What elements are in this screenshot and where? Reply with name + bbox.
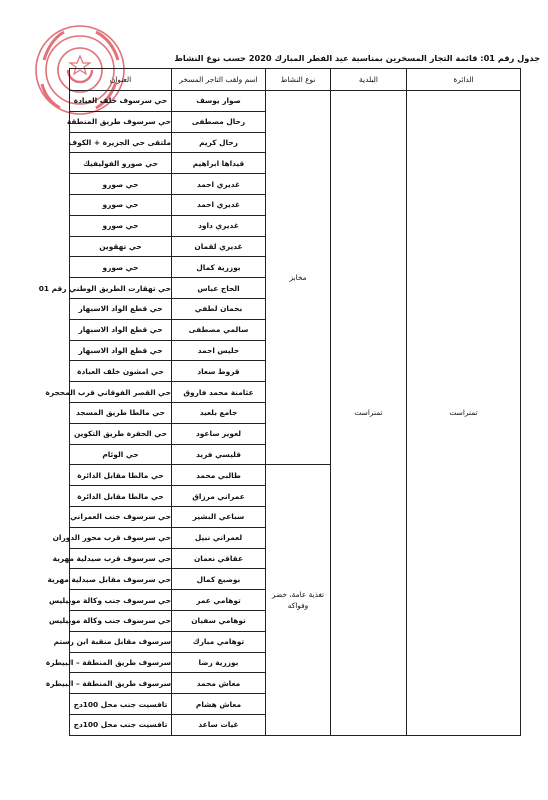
- merchant-address-cell: ملتقى حي الجزيرة + الكوف: [70, 132, 172, 153]
- merchant-name-cell: غيات ساعد: [172, 714, 266, 735]
- activity-cell: تغذية عامة، خضر وفواكه: [266, 465, 331, 735]
- daira-cell: تمنراست: [407, 91, 521, 736]
- merchant-name-cell: معاش هشام: [172, 694, 266, 715]
- merchant-name-cell: رحال مصطفى: [172, 111, 266, 132]
- merchant-address-cell: تافسيت جنب محل 100دج: [70, 694, 172, 715]
- merchant-name-cell: طالبي محمد: [172, 465, 266, 486]
- merchant-address-cell: حي تهقوين: [70, 236, 172, 257]
- merchant-name-cell: غديري احمد: [172, 174, 266, 195]
- merchant-address-cell: حي صورو: [70, 257, 172, 278]
- merchant-address-cell: حي سرسوف مقابل صيدلية مهرية: [70, 569, 172, 590]
- merchant-name-cell: عقاقي نعمان: [172, 548, 266, 569]
- merchant-address-cell: حي سرسوف طريق المنطقة: [70, 111, 172, 132]
- merchant-address-cell: حي مالطا مقابل الدائرة: [70, 465, 172, 486]
- merchant-name-cell: قيداها ابراهيم: [172, 153, 266, 174]
- merchant-address-cell: حي القصر الفوقاني قرب المحجرة: [70, 382, 172, 403]
- merchant-name-cell: بوصبع كمال: [172, 569, 266, 590]
- merchant-name-cell: غديري لقمان: [172, 236, 266, 257]
- header-address: العنوان: [70, 69, 172, 91]
- baladiya-cell: تمنراست: [331, 91, 407, 736]
- merchant-name-cell: توهامي مبارك: [172, 631, 266, 652]
- merchant-address-cell: حي قطع الواد الاسبهار: [70, 298, 172, 319]
- merchant-name-cell: جامع بلعيد: [172, 402, 266, 423]
- merchant-address-cell: تافسيت جنب محل 100دج: [70, 714, 172, 735]
- header-daira: الدائرة: [407, 69, 521, 91]
- merchant-name-cell: غديري داود: [172, 215, 266, 236]
- merchant-address-cell: حي قطع الواد الاسبهار: [70, 319, 172, 340]
- merchant-name-cell: بوزرية كمال: [172, 257, 266, 278]
- header-name: اسم ولقب التاجر المسخر: [172, 69, 266, 91]
- merchant-address-cell: حي صورو الفوليفيك: [70, 153, 172, 174]
- merchant-name-cell: قروط سعاد: [172, 361, 266, 382]
- activity-cell: مخابز: [266, 91, 331, 465]
- table-header-row: [70, 69, 521, 91]
- table-body: [38, 91, 521, 736]
- merchant-address-cell: حي تهقارت الطريق الوطني رقم 01: [70, 278, 172, 299]
- merchant-address-cell: سرسوف طريق المنطقة – البيطرة: [70, 652, 172, 673]
- merchant-name-cell: غديري احمد: [172, 194, 266, 215]
- merchant-address-cell: حي الحفرة طريق التكوين: [70, 423, 172, 444]
- merchant-address-cell: حي امشون خلف العبادة: [70, 361, 172, 382]
- merchant-address-cell: حي الوئام: [70, 444, 172, 465]
- merchant-name-cell: عثامنة محمد فاروق: [172, 382, 266, 403]
- merchant-name-cell: لعوير ساعود: [172, 423, 266, 444]
- merchant-address-cell: حي صورو: [70, 174, 172, 195]
- merchant-address-cell: حي صورو: [70, 215, 172, 236]
- merchant-address-cell: حي سرسوف قرب صيدلية مهرية: [70, 548, 172, 569]
- table-row: [70, 91, 521, 112]
- merchant-address-cell: حي صورو: [70, 194, 172, 215]
- merchant-address-cell: حي قطع الواد الاسبهار: [70, 340, 172, 361]
- merchant-address-cell: سرسوف مقابل منقبة ابن رستم: [70, 631, 172, 652]
- merchant-name-cell: معاش محمد: [172, 673, 266, 694]
- merchant-name-cell: عمراني مرزاق: [172, 486, 266, 507]
- merchant-name-cell: توهامي عمر: [172, 590, 266, 611]
- merchant-name-cell: صوار يوسف: [172, 91, 266, 112]
- merchant-address-cell: حي مالطا مقابل الدائرة: [70, 486, 172, 507]
- merchant-address-cell: سرسوف طريق المنطقة – البيطرة: [70, 673, 172, 694]
- header-activity: نوع النشاط: [266, 69, 331, 91]
- merchant-name-cell: قليسي فريد: [172, 444, 266, 465]
- merchant-address-cell: حي سرسوف خلف العبادة: [70, 91, 172, 112]
- merchant-address-cell: حي سرسوف جنب العمراني: [70, 506, 172, 527]
- header-baladiya: البلدية: [331, 69, 407, 91]
- merchants-table: [38, 68, 521, 736]
- merchant-name-cell: سالمي مصطفى: [172, 319, 266, 340]
- merchant-name-cell: رحال كريم: [172, 132, 266, 153]
- merchant-name-cell: سباعي البشير: [172, 506, 266, 527]
- merchant-name-cell: الحاج عباس: [172, 278, 266, 299]
- merchant-name-cell: بوزرية رضا: [172, 652, 266, 673]
- merchant-name-cell: لعمراني نبيل: [172, 527, 266, 548]
- page-title: جدول رقم 01: قائمة التجار المسخرين بمناسبة عيد الفطر المبارك 2020 حسب نوع النشاط: [174, 53, 540, 63]
- merchant-name-cell: بحمان لطفي: [172, 298, 266, 319]
- merchant-name-cell: توهامي سفيان: [172, 610, 266, 631]
- merchant-address-cell: حي مالطا طريق المسجد: [70, 402, 172, 423]
- merchant-address-cell: حي سرسوف قرب محور الدوران: [70, 527, 172, 548]
- merchant-name-cell: حليس احمد: [172, 340, 266, 361]
- merchant-address-cell: حي سرسوف جنب وكالة موبيليس: [70, 590, 172, 611]
- merchant-address-cell: حي سرسوف جنب وكالة موبيليس: [70, 610, 172, 631]
